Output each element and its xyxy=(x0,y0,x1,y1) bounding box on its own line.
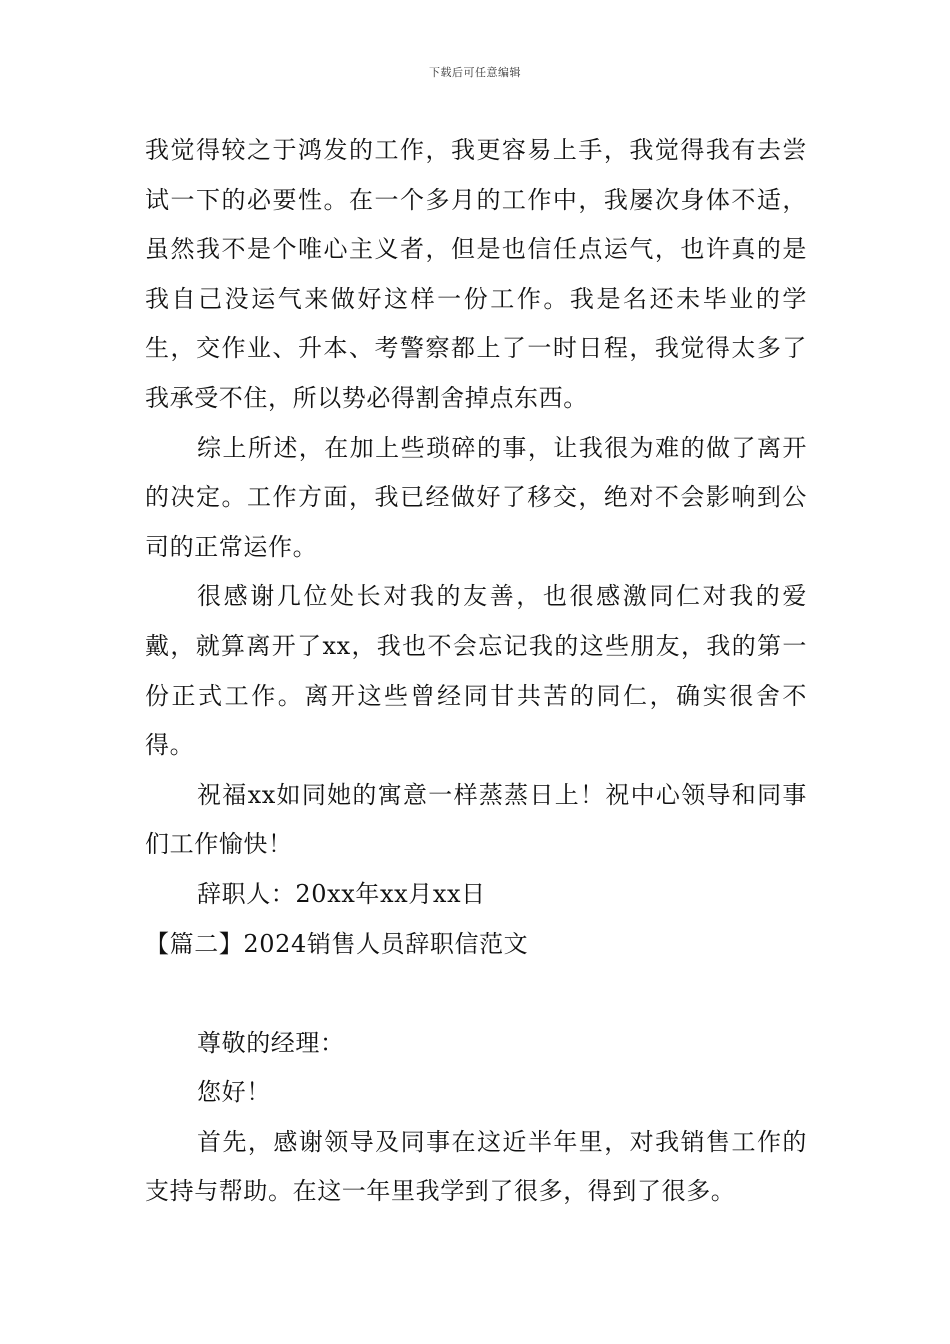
paragraph-thanks: 很感谢几位处长对我的友善，也很感激同仁对我的爱戴，就算离开了xx，我也不会忘记我的这些朋友，我的第一份正式工作。离开这些曾经同甘共苦的同仁，确实很舍不得。 xyxy=(145,582,807,760)
paragraph-blessing: 祝福xx如同她的寓意一样蒸蒸日上！祝中心领导和同事们工作愉快！ xyxy=(145,780,807,859)
blank-line xyxy=(145,969,807,1019)
paragraph-decision: 综上所述，在加上些琐碎的事，让我很为难的做了离开的决定。工作方面，我已经做好了移交，绝对不会影响到公司的正常运作。 xyxy=(145,433,807,561)
paragraph-reasons: 我觉得较之于鸿发的工作，我更容易上手，我觉得我有去尝试一下的必要性。在一个多月的工作中，我屡次身体不适，虽然我不是个唯心主义者，但是也信任点运气，也许真的是我自己没运气来做好这样一份工作。我是名还未毕业的学生，交作业、升本、考警察都上了一时日程，我觉得太多了我承受不住，所以势必得割舍掉点东西。 xyxy=(145,136,807,412)
paragraph-opening: 首先，感谢领导及同事在这近半年里，对我销售工作的支持与帮助。在这一年里我学到了很多，得到了很多。 xyxy=(145,1127,807,1206)
greeting: 您好！ xyxy=(197,1078,271,1107)
salutation: 尊敬的经理： xyxy=(197,1028,345,1057)
section-title: 【篇二】2024销售人员辞职信范文 xyxy=(145,929,529,958)
document-body xyxy=(145,126,807,1217)
signature-line: 辞职人：20xx年xx月xx日 xyxy=(197,879,486,908)
page-header-note: 下载后可任意编辑 xyxy=(429,66,521,79)
